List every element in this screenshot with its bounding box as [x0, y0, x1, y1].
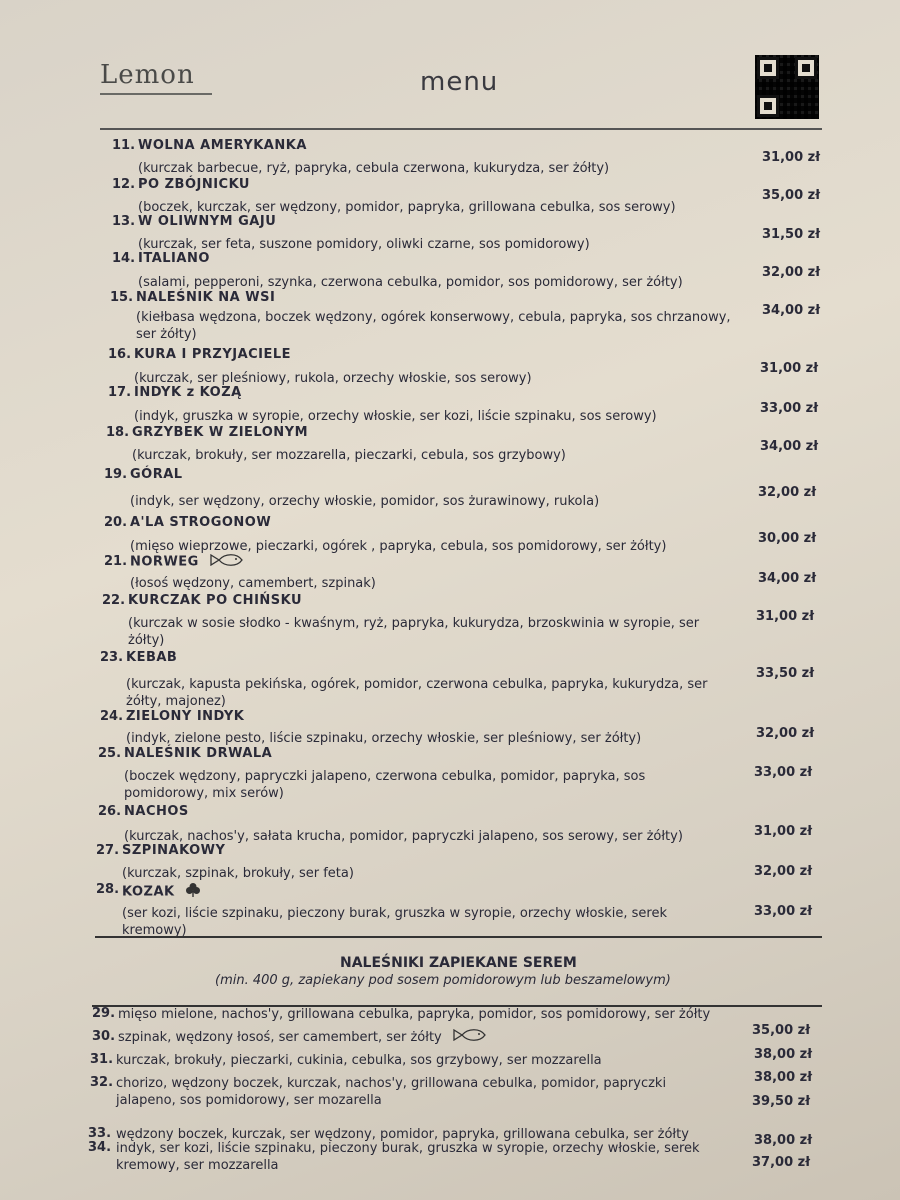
item-description: (boczek wędzony, papryczki jalapeno, czerwona cebulka, pomidor, papryka, sos pomidorowy, mix serów) [124, 769, 646, 801]
item-name: ITALIANO [138, 251, 210, 266]
item-number: 16. [108, 347, 132, 362]
item-number: 13. [112, 214, 136, 229]
item-number: 23. [100, 650, 124, 665]
item-description: (kurczak barbecue, ryż, papryka, cebula czerwona, kukurydza, ser żółty) [138, 161, 610, 176]
item-number: 18. [106, 425, 130, 440]
logo: Lemon [100, 60, 195, 90]
item-price: 32,00 zł [762, 265, 821, 280]
item-name: GRZYBEK W ZIELONYM [132, 425, 309, 440]
section-title: NALEŚNIKI ZAPIEKANE SEREM [340, 955, 577, 971]
item-description: (mięso wieprzowe, pieczarki, ogórek , papryka, cebula, sos pomidorowy, ser żółty) [130, 539, 667, 554]
item-price: 30,00 zł [758, 531, 817, 546]
item-description: (kurczak, ser feta, suszone pomidory, oliwki czarne, sos pomidorowy) [138, 237, 590, 252]
item-price: 33,00 zł [760, 401, 819, 416]
section-divider [95, 936, 822, 938]
page-title: menu [420, 67, 499, 97]
item-price: 35,00 zł [752, 1023, 811, 1038]
item-description: (ser kozi, liście szpinaku, pieczony burak, gruszka w syropie, orzechy włoskie, serek kremowy) [122, 906, 668, 938]
item-description: mięso mielone, nachos'y, grillowana cebulka, papryka, pomidor, sos pomidorowy, ser żółty [118, 1007, 711, 1022]
item-name: WOLNA AMERYKANKA [138, 138, 307, 153]
item-price: 31,00 zł [754, 824, 813, 839]
item-price: 33,00 zł [754, 904, 813, 919]
item-price: 32,00 zł [754, 864, 813, 879]
item-description: wędzony boczek, kurczak, ser wędzony, pomidor, papryka, grillowana cebulka, ser żółty [116, 1127, 689, 1142]
item-description: indyk, ser kozi, liście szpinaku, pieczony burak, gruszka w syropie, orzechy włoskie, serek kremowy, ser mozzarella [116, 1141, 700, 1173]
item-name: ZIELONY INDYK [126, 709, 245, 724]
item-number: 33. [88, 1126, 112, 1141]
item-description: (indyk, zielone pesto, liście szpinaku, orzechy włoskie, ser pleśniowy, ser żółty) [126, 731, 642, 746]
fish-icon [452, 1029, 486, 1046]
item-number: 15. [110, 290, 134, 305]
item-name: PO ZBÓJNICKU [138, 177, 250, 192]
item-price: 33,00 zł [754, 765, 813, 780]
item-price: 32,00 zł [758, 485, 817, 500]
item-description: (boczek, kurczak, ser wędzony, pomidor, papryka, grillowana cebulka, sos serowy) [138, 200, 676, 215]
item-name: GÓRAL [130, 467, 183, 482]
item-number: 21. [104, 554, 128, 569]
item-name: SZPINAKOWY [122, 843, 226, 858]
item-number: 31. [90, 1052, 114, 1067]
logo-underline [100, 93, 212, 95]
item-number: 29. [92, 1006, 116, 1021]
item-description: (kiełbasa wędzona, boczek wędzony, ogórek konserwowy, cebula, papryka, sos chrzanowy, ser żółty) [136, 310, 731, 342]
item-name: W OLIWNYM GAJU [138, 214, 277, 229]
item-name: A'LA STROGONOW [130, 515, 272, 530]
item-number: 24. [100, 709, 124, 724]
item-description: (kurczak, brokuły, ser mozzarella, pieczarki, cebula, sos grzybowy) [132, 448, 566, 463]
item-number: 11. [112, 138, 136, 153]
item-number: 17. [108, 385, 132, 400]
item-price: 39,50 zł [752, 1094, 811, 1109]
item-number: 26. [98, 804, 122, 819]
header [100, 55, 825, 125]
item-price: 31,00 zł [756, 609, 815, 624]
qr-code-icon[interactable] [755, 55, 819, 119]
fish-icon [209, 554, 243, 570]
item-price: 32,00 zł [756, 726, 815, 741]
item-description: szpinak, wędzony łosoś, ser camembert, ser żółty [118, 1029, 728, 1046]
item-description: (kurczak w sosie słodko - kwaśnym, ryż, papryka, kukurydza, brzoskwinia w syropie, ser żółty) [128, 616, 700, 648]
item-price: 31,50 zł [762, 227, 821, 242]
item-price: 38,00 zł [754, 1047, 813, 1062]
item-description: (kurczak, ser pleśniowy, rukola, orzechy włoskie, sos serowy) [134, 371, 532, 386]
item-name: NALEŚNIK DRWALA [124, 746, 273, 761]
item-price: 35,00 zł [762, 188, 821, 203]
item-number: 34. [88, 1140, 112, 1155]
item-name: INDYK z KOZĄ [134, 385, 242, 400]
item-price: 34,00 zł [758, 571, 817, 586]
item-number: 20. [104, 515, 128, 530]
item-number: 28. [96, 882, 120, 897]
header-divider [100, 128, 822, 130]
item-name: NORWEG [130, 554, 243, 570]
item-name: KEBAB [126, 650, 178, 665]
item-price: 31,00 zł [760, 361, 819, 376]
item-name: KURCZAK PO CHIŃSKU [128, 593, 303, 608]
item-description: (łosoś wędzony, camembert, szpinak) [130, 576, 376, 591]
item-description: (kurczak, nachos'y, sałata krucha, pomidor, papryczki jalapeno, sos serowy, ser żółty) [124, 829, 683, 844]
item-number: 27. [96, 843, 120, 858]
item-number: 32. [90, 1075, 114, 1090]
clover-icon [185, 882, 201, 902]
item-number: 19. [104, 467, 128, 482]
item-name: NALEŚNIK NA WSI [136, 290, 276, 305]
item-price: 34,00 zł [762, 303, 821, 318]
item-description: (salami, pepperoni, szynka, czerwona cebulka, pomidor, sos pomidorowy, ser żółty) [138, 275, 683, 290]
item-description: (indyk, gruszka w syropie, orzechy włoskie, ser kozi, liście szpinaku, sos serowy) [134, 409, 657, 424]
item-description: chorizo, wędzony boczek, kurczak, nachos'y, grillowana cebulka, pomidor, papryczki jalapeno, sos pomidorowy, ser mozarella [116, 1076, 667, 1108]
item-price: 38,00 zł [754, 1133, 813, 1148]
item-description: kurczak, brokuły, pieczarki, cukinia, cebulka, sos grzybowy, ser mozzarella [116, 1053, 602, 1068]
item-number: 25. [98, 746, 122, 761]
item-number: 12. [112, 177, 136, 192]
item-name: NACHOS [124, 804, 189, 819]
item-price: 33,50 zł [756, 666, 815, 681]
item-price: 37,00 zł [752, 1155, 811, 1170]
item-price: 34,00 zł [760, 439, 819, 454]
item-price: 31,00 zł [762, 150, 821, 165]
item-price: 38,00 zł [754, 1070, 813, 1085]
item-number: 22. [102, 593, 126, 608]
item-number: 30. [92, 1029, 116, 1044]
section-subtitle: (min. 400 g, zapiekany pod sosem pomidorowym lub beszamelowym) [215, 973, 671, 988]
item-name: KOZAK [122, 882, 201, 902]
item-description: (kurczak, kapusta pekińska, ogórek, pomidor, czerwona cebulka, papryka, kukurydza, ser żółty, majonez) [126, 677, 708, 709]
item-description: (kurczak, szpinak, brokuły, ser feta) [122, 866, 354, 881]
item-name: KURA I PRZYJACIELE [134, 347, 292, 362]
item-description: (indyk, ser wędzony, orzechy włoskie, pomidor, sos żurawinowy, rukola) [130, 494, 600, 509]
item-number: 14. [112, 251, 136, 266]
